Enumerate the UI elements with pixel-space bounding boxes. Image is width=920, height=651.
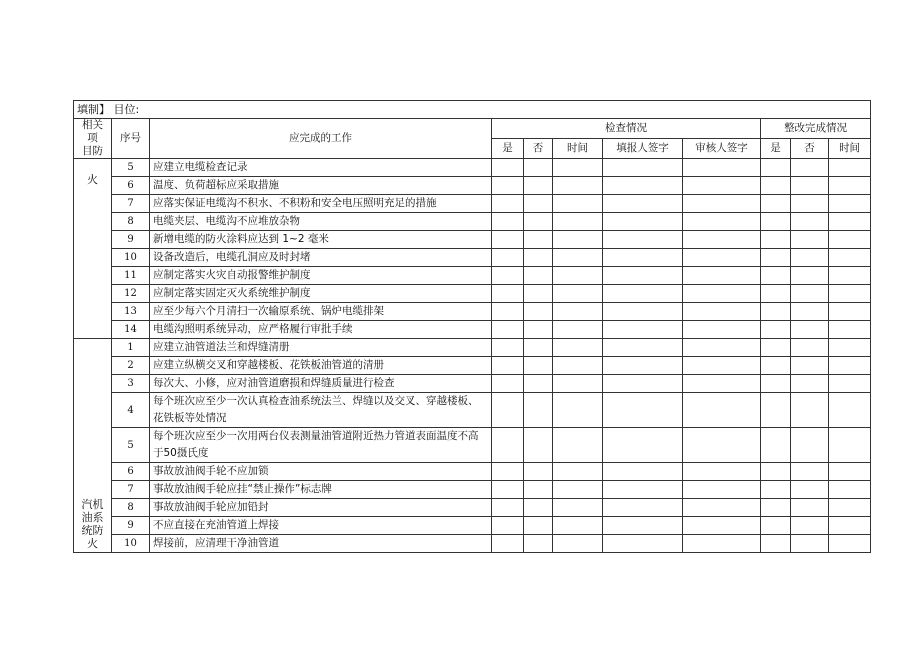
cell-reviewer[interactable] [683, 177, 761, 195]
cell-yes[interactable] [492, 428, 524, 463]
cell-reviewer[interactable] [683, 303, 761, 321]
table-row [74, 357, 871, 375]
rectification-time-header: 时间 [829, 139, 871, 159]
table-row [74, 339, 871, 357]
rectification-yes-header: 是 [761, 139, 791, 159]
cell-yes[interactable] [492, 393, 524, 428]
cell-reporter[interactable] [603, 535, 683, 553]
cell-reviewer[interactable] [683, 375, 761, 393]
cell-time[interactable] [553, 375, 603, 393]
index-header: 序号 [112, 119, 150, 159]
cell-reviewer[interactable] [683, 481, 761, 499]
reviewer-sign-header: 审核人签字 [683, 139, 761, 159]
cell-fix-no[interactable] [791, 339, 829, 357]
cell-time[interactable] [553, 535, 603, 553]
row-task: 焊接前，应清理干净油管道 [150, 535, 492, 553]
cell-fix-time[interactable] [829, 249, 871, 267]
table-row [74, 481, 871, 499]
cell-time[interactable] [553, 517, 603, 535]
cell-yes[interactable] [492, 285, 524, 303]
cell-no[interactable] [524, 357, 553, 375]
cell-fix-yes[interactable] [761, 159, 791, 177]
cell-fix-yes[interactable] [761, 321, 791, 339]
cell-no[interactable] [524, 321, 553, 339]
cell-fix-yes[interactable] [761, 213, 791, 231]
cell-no[interactable] [524, 481, 553, 499]
cell-fix-time[interactable] [829, 303, 871, 321]
cell-fix-no[interactable] [791, 517, 829, 535]
table-row [74, 393, 871, 428]
row-task: 电缆沟照明系统异动，应严格履行审批手续 [150, 321, 492, 339]
cell-yes[interactable] [492, 303, 524, 321]
table-row [74, 321, 871, 339]
section1-category: 火 [74, 159, 112, 339]
cell-fix-yes[interactable] [761, 499, 791, 517]
cell-reporter[interactable] [603, 517, 683, 535]
row-task: 新增电缆的防火涂料应达到 1~2 毫米 [150, 231, 492, 249]
row-index: 7 [112, 481, 150, 499]
cell-fix-no[interactable] [791, 159, 829, 177]
cell-time[interactable] [553, 195, 603, 213]
cell-fix-time[interactable] [829, 267, 871, 285]
cell-yes[interactable] [492, 249, 524, 267]
cell-yes[interactable] [492, 267, 524, 285]
cell-fix-no[interactable] [791, 195, 829, 213]
cell-fix-no[interactable] [791, 428, 829, 463]
row-task: 应制定落实固定灭火系统维护制度 [150, 285, 492, 303]
cell-time[interactable] [553, 481, 603, 499]
cell-reporter[interactable] [603, 213, 683, 231]
cell-fix-no[interactable] [791, 375, 829, 393]
cell-fix-yes[interactable] [761, 303, 791, 321]
table-row [74, 249, 871, 267]
cell-reviewer[interactable] [683, 393, 761, 428]
cell-yes[interactable] [492, 321, 524, 339]
cell-time[interactable] [553, 499, 603, 517]
row-index: 13 [112, 303, 150, 321]
cell-fix-time[interactable] [829, 463, 871, 481]
task-header: 应完成的工作 [150, 119, 492, 159]
cell-fix-time[interactable] [829, 321, 871, 339]
cell-reviewer[interactable] [683, 267, 761, 285]
cell-time[interactable] [553, 249, 603, 267]
table-row [74, 195, 871, 213]
cell-yes[interactable] [492, 213, 524, 231]
cell-reviewer[interactable] [683, 195, 761, 213]
row-index: 14 [112, 321, 150, 339]
cell-no[interactable] [524, 159, 553, 177]
row-task: 事故放油阀手轮不应加锁 [150, 463, 492, 481]
cell-fix-time[interactable] [829, 535, 871, 553]
cell-time[interactable] [553, 267, 603, 285]
cell-yes[interactable] [492, 463, 524, 481]
rectification-header: 整改完成情况 [761, 119, 871, 139]
cell-fix-no[interactable] [791, 321, 829, 339]
cell-fix-no[interactable] [791, 535, 829, 553]
table-row [74, 267, 871, 285]
cell-no[interactable] [524, 517, 553, 535]
cell-reporter[interactable] [603, 339, 683, 357]
cell-yes[interactable] [492, 195, 524, 213]
cell-reporter[interactable] [603, 249, 683, 267]
row-index: 3 [112, 375, 150, 393]
row-task: 温度、负荷超标应采取措施 [150, 177, 492, 195]
unit-label: 目位: [113, 103, 140, 116]
cell-fix-yes[interactable] [761, 357, 791, 375]
cell-fix-no[interactable] [791, 177, 829, 195]
cell-reviewer[interactable] [683, 517, 761, 535]
cell-reporter[interactable] [603, 321, 683, 339]
cell-fix-yes[interactable] [761, 393, 791, 428]
cell-fix-yes[interactable] [761, 267, 791, 285]
column-header-row-1 [74, 119, 871, 139]
table-row [74, 375, 871, 393]
cell-reviewer[interactable] [683, 213, 761, 231]
header-row [74, 101, 871, 119]
cell-yes[interactable] [492, 177, 524, 195]
row-task: 不应直接在充油管道上焊接 [150, 517, 492, 535]
cell-fix-yes[interactable] [761, 375, 791, 393]
cell-no[interactable] [524, 375, 553, 393]
cell-fix-time[interactable] [829, 499, 871, 517]
rectification-no-header: 否 [791, 139, 829, 159]
cell-fix-yes[interactable] [761, 285, 791, 303]
cell-yes[interactable] [492, 159, 524, 177]
cell-reporter[interactable] [603, 357, 683, 375]
cell-no[interactable] [524, 285, 553, 303]
cell-reporter[interactable] [603, 177, 683, 195]
cell-time[interactable] [553, 303, 603, 321]
cell-reporter[interactable] [603, 393, 683, 428]
category-header: 相关项 目防 [74, 119, 112, 159]
row-task: 电缆夹层、电缆沟不应堆放杂物 [150, 213, 492, 231]
inspection-no-header: 否 [524, 139, 553, 159]
row-task: 应制定落实火灾自动报警维护制度 [150, 267, 492, 285]
row-task: 每个班次应至少一次用两台仪表测量油管道附近热力管道表面温度不高于50摄氏度 [150, 428, 492, 463]
cell-fix-no[interactable] [791, 463, 829, 481]
cell-no[interactable] [524, 303, 553, 321]
cell-fix-no[interactable] [791, 267, 829, 285]
cell-time[interactable] [553, 339, 603, 357]
row-task: 应至少每六个月清扫一次输原系统、锅炉电缆排架 [150, 303, 492, 321]
cell-reporter[interactable] [603, 499, 683, 517]
row-index: 9 [112, 231, 150, 249]
cell-yes[interactable] [492, 535, 524, 553]
cell-time[interactable] [553, 321, 603, 339]
row-index: 12 [112, 285, 150, 303]
cell-reviewer[interactable] [683, 321, 761, 339]
cell-reviewer[interactable] [683, 339, 761, 357]
cell-time[interactable] [553, 463, 603, 481]
cell-no[interactable] [524, 393, 553, 428]
cell-yes[interactable] [492, 517, 524, 535]
row-task: 每个班次应至少一次认真检查油系统法兰、焊缝以及交叉、穿越楼板、花铁板等处情况 [150, 393, 492, 428]
cell-fix-no[interactable] [791, 303, 829, 321]
row-task: 设备改造后，电缆孔洞应及时封堵 [150, 249, 492, 267]
cell-fix-time[interactable] [829, 393, 871, 428]
row-index: 8 [112, 213, 150, 231]
cell-fix-yes[interactable] [761, 249, 791, 267]
row-task: 应建立油管道法兰和焊缝清册 [150, 339, 492, 357]
cell-yes[interactable] [492, 499, 524, 517]
cell-yes[interactable] [492, 357, 524, 375]
cell-fix-no[interactable] [791, 249, 829, 267]
cell-yes[interactable] [492, 375, 524, 393]
cell-fix-yes[interactable] [761, 195, 791, 213]
cell-fix-time[interactable] [829, 213, 871, 231]
cell-yes[interactable] [492, 339, 524, 357]
row-index: 10 [112, 535, 150, 553]
inspection-table [73, 100, 871, 553]
cell-fix-time[interactable] [829, 357, 871, 375]
cell-no[interactable] [524, 177, 553, 195]
table-row [74, 499, 871, 517]
cell-reporter[interactable] [603, 375, 683, 393]
cell-time[interactable] [553, 428, 603, 463]
cell-no[interactable] [524, 249, 553, 267]
row-task: 应落实保证电缆沟不积水、不积粉和安全电压照明充足的措施 [150, 195, 492, 213]
cell-no[interactable] [524, 499, 553, 517]
cell-time[interactable] [553, 357, 603, 375]
cell-time[interactable] [553, 285, 603, 303]
cell-time[interactable] [553, 393, 603, 428]
row-index: 8 [112, 499, 150, 517]
row-task: 应建立纵横交叉和穿越楼板、花铁板油管道的清册 [150, 357, 492, 375]
cell-fix-time[interactable] [829, 517, 871, 535]
cell-reviewer[interactable] [683, 428, 761, 463]
cell-reviewer[interactable] [683, 285, 761, 303]
cell-fix-yes[interactable] [761, 339, 791, 357]
row-index: 6 [112, 177, 150, 195]
cell-no[interactable] [524, 339, 553, 357]
cell-fix-time[interactable] [829, 195, 871, 213]
cell-fix-time[interactable] [829, 481, 871, 499]
cell-no[interactable] [524, 195, 553, 213]
fill-label: 填制】 [77, 103, 110, 116]
row-index: 5 [112, 159, 150, 177]
cell-fix-yes[interactable] [761, 517, 791, 535]
cell-no[interactable] [524, 231, 553, 249]
cell-time[interactable] [553, 159, 603, 177]
cell-fix-time[interactable] [829, 285, 871, 303]
row-index: 10 [112, 249, 150, 267]
table-row [74, 303, 871, 321]
cell-reporter[interactable] [603, 428, 683, 463]
row-task: 事故放油阀手轮应加铅封 [150, 499, 492, 517]
cell-reviewer[interactable] [683, 249, 761, 267]
row-task: 事故放油阀手轮应挂“禁止操作”标志牌 [150, 481, 492, 499]
cell-no[interactable] [524, 267, 553, 285]
table-row [74, 159, 871, 177]
cell-reporter[interactable] [603, 481, 683, 499]
cell-fix-yes[interactable] [761, 481, 791, 499]
cell-reviewer[interactable] [683, 159, 761, 177]
cell-fix-time[interactable] [829, 177, 871, 195]
cell-fix-time[interactable] [829, 231, 871, 249]
cell-fix-no[interactable] [791, 481, 829, 499]
cell-time[interactable] [553, 177, 603, 195]
reporter-sign-header: 填报人签字 [603, 139, 683, 159]
table-row [74, 213, 871, 231]
row-index: 11 [112, 267, 150, 285]
cell-fix-no[interactable] [791, 357, 829, 375]
inspection-header: 检查情况 [492, 119, 761, 139]
cell-no[interactable] [524, 428, 553, 463]
cell-reviewer[interactable] [683, 357, 761, 375]
cell-yes[interactable] [492, 231, 524, 249]
cell-fix-no[interactable] [791, 213, 829, 231]
cell-time[interactable] [553, 231, 603, 249]
table-row [74, 177, 871, 195]
cell-no[interactable] [524, 463, 553, 481]
cell-yes[interactable] [492, 481, 524, 499]
table-row [74, 231, 871, 249]
cell-fix-time[interactable] [829, 375, 871, 393]
cell-reporter[interactable] [603, 463, 683, 481]
row-index: 5 [112, 428, 150, 463]
table-row [74, 463, 871, 481]
cell-reporter[interactable] [603, 285, 683, 303]
cell-fix-time[interactable] [829, 428, 871, 463]
cell-fix-no[interactable] [791, 231, 829, 249]
table-row [74, 285, 871, 303]
row-task: 应建立电缆检查记录 [150, 159, 492, 177]
cell-fix-time[interactable] [829, 159, 871, 177]
row-index: 7 [112, 195, 150, 213]
inspection-yes-header: 是 [492, 139, 524, 159]
cell-fix-no[interactable] [791, 499, 829, 517]
cell-fix-yes[interactable] [761, 463, 791, 481]
cell-time[interactable] [553, 213, 603, 231]
cell-reporter[interactable] [603, 303, 683, 321]
cell-reviewer[interactable] [683, 231, 761, 249]
row-task: 每次大、小修，应对油管道磨损和焊缝质量进行检查 [150, 375, 492, 393]
cell-reporter[interactable] [603, 231, 683, 249]
cell-fix-no[interactable] [791, 393, 829, 428]
cell-reviewer[interactable] [683, 463, 761, 481]
row-index: 9 [112, 517, 150, 535]
table-row [74, 428, 871, 463]
cell-fix-yes[interactable] [761, 535, 791, 553]
row-index: 1 [112, 339, 150, 357]
cell-no[interactable] [524, 213, 553, 231]
cell-fix-time[interactable] [829, 339, 871, 357]
cell-fix-yes[interactable] [761, 177, 791, 195]
cell-no[interactable] [524, 535, 553, 553]
cell-fix-yes[interactable] [761, 428, 791, 463]
header-line [74, 101, 871, 119]
inspection-time-header: 时间 [553, 139, 603, 159]
table-row [74, 517, 871, 535]
cell-reporter[interactable] [603, 267, 683, 285]
cell-reporter[interactable] [603, 195, 683, 213]
row-index: 2 [112, 357, 150, 375]
table-row [74, 535, 871, 553]
cell-fix-yes[interactable] [761, 231, 791, 249]
cell-reporter[interactable] [603, 159, 683, 177]
row-index: 4 [112, 393, 150, 428]
row-index: 6 [112, 463, 150, 481]
cell-fix-no[interactable] [791, 285, 829, 303]
section2-category: 汽机 油系 统防 火 [74, 339, 112, 553]
cell-reviewer[interactable] [683, 535, 761, 553]
cell-reviewer[interactable] [683, 499, 761, 517]
